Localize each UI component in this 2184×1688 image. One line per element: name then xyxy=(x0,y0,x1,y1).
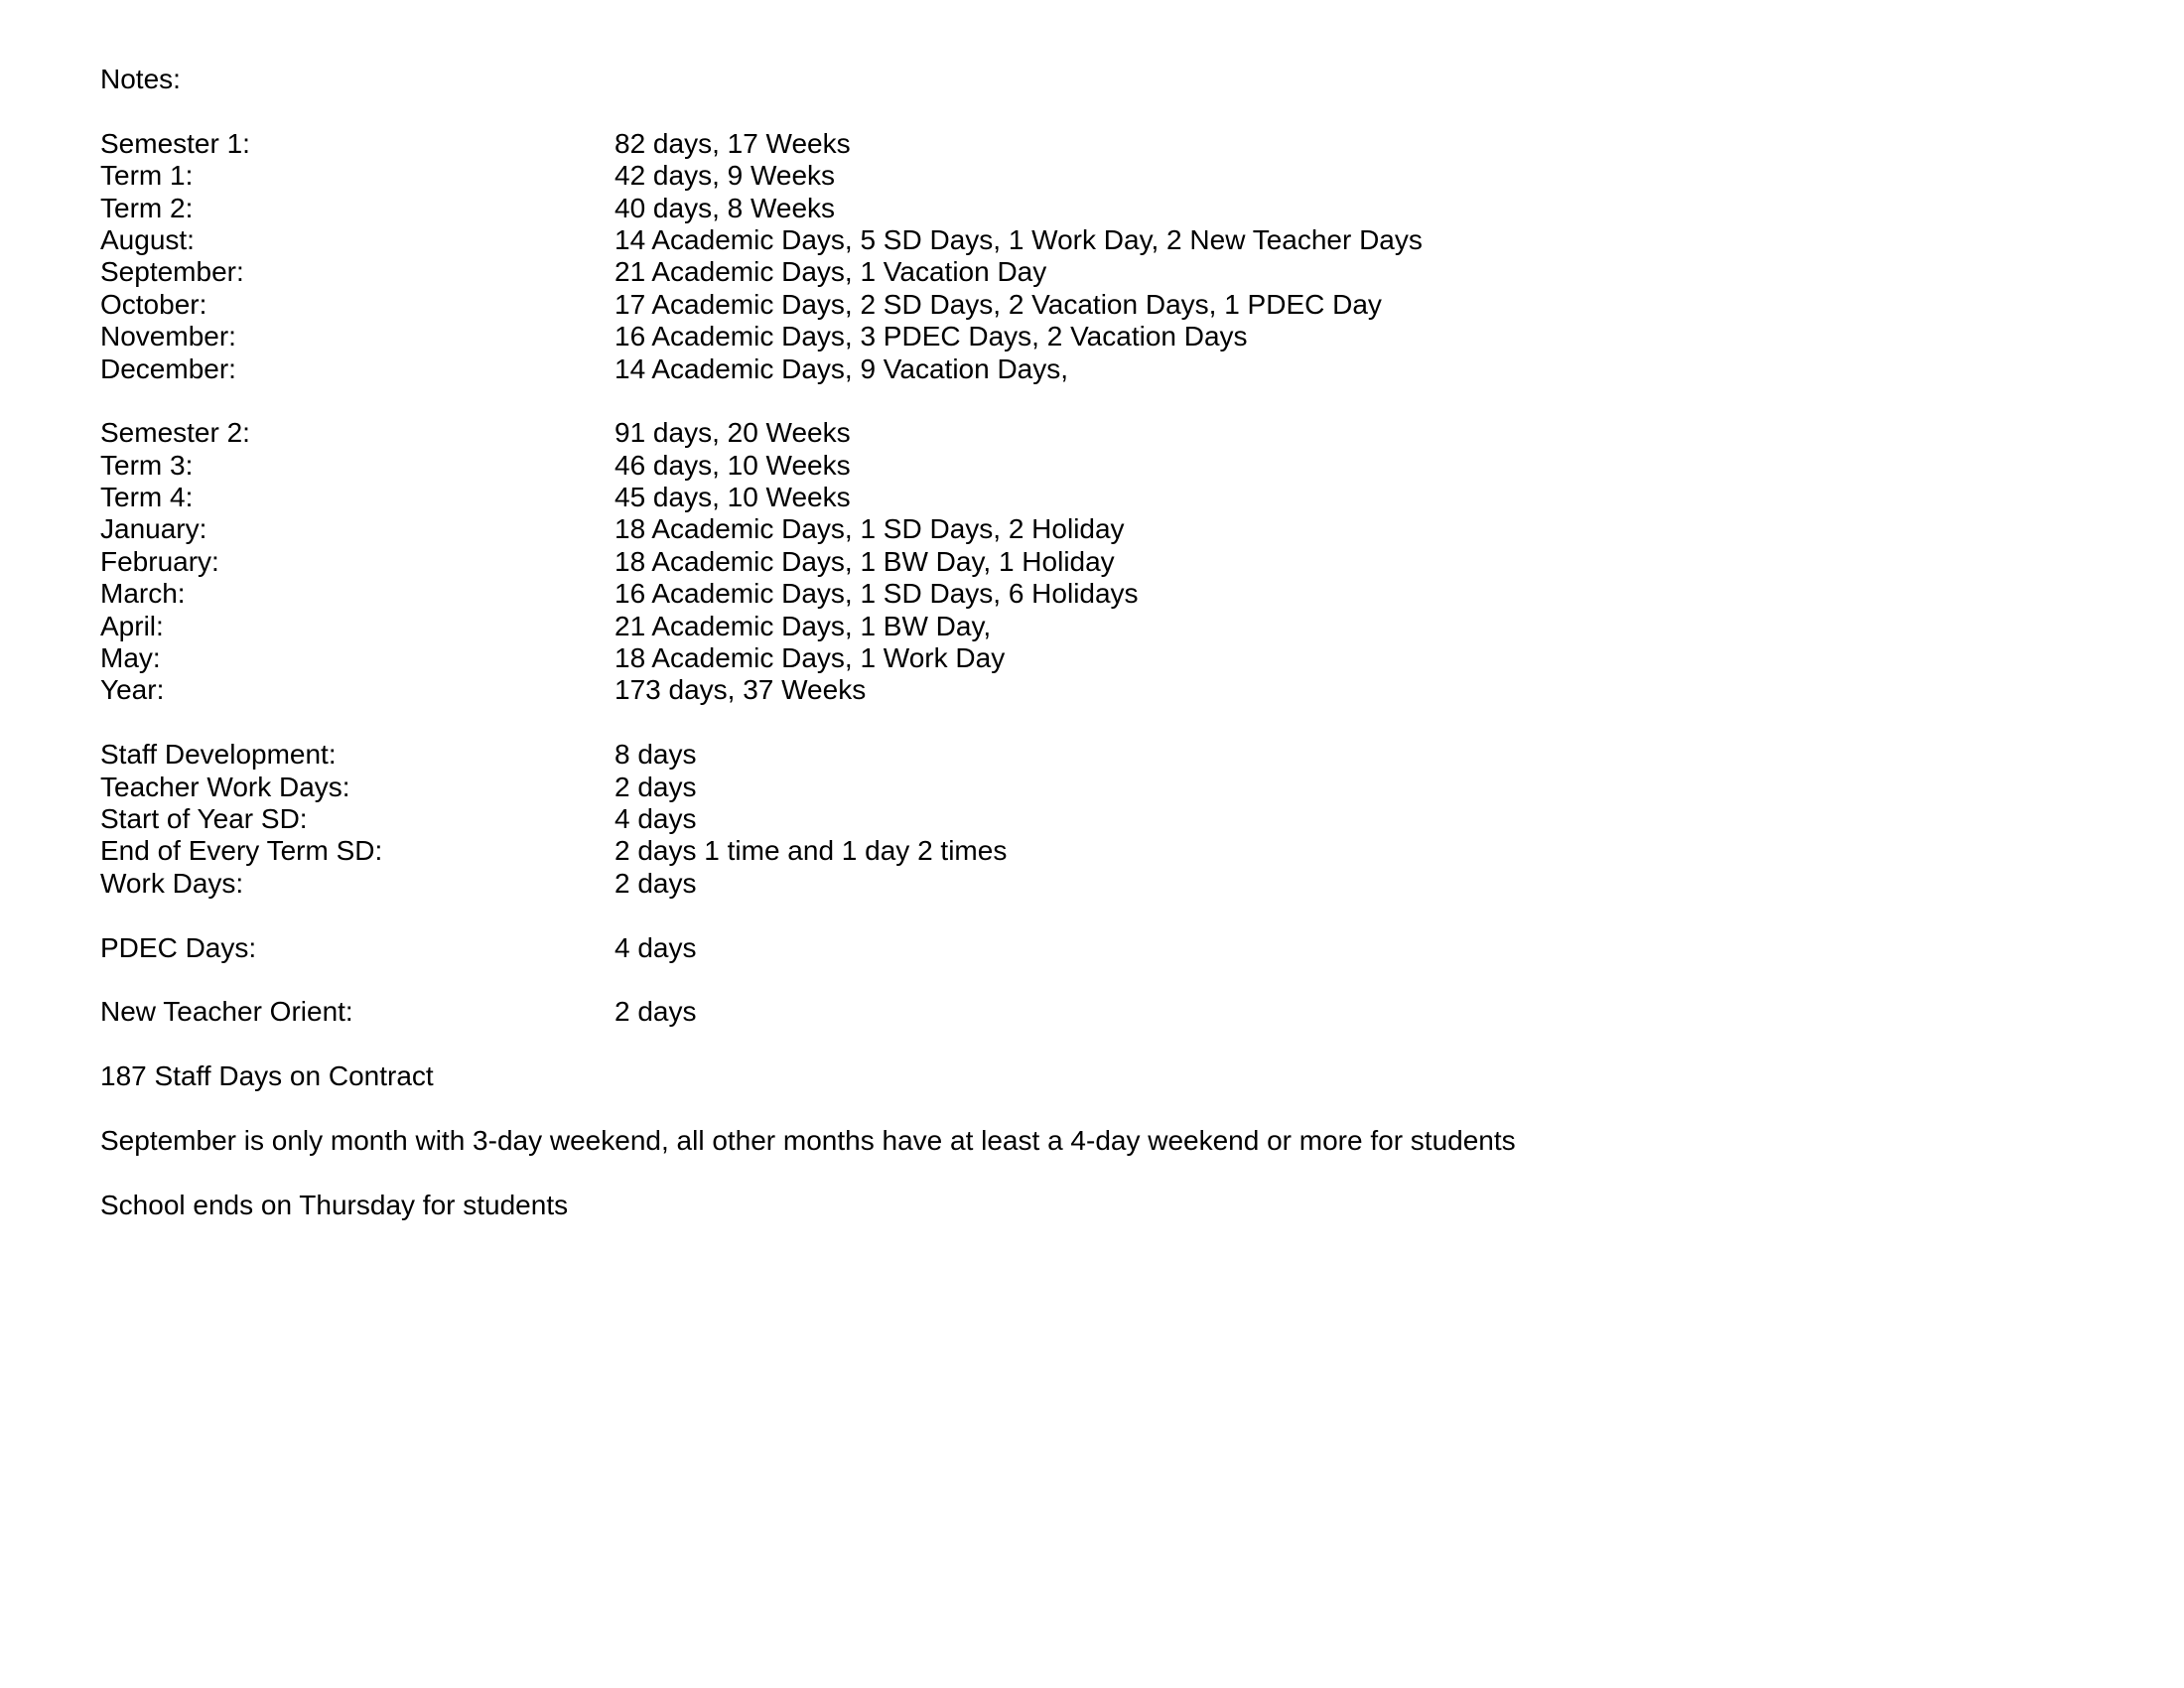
row-value: 18 Academic Days, 1 SD Days, 2 Holiday xyxy=(614,513,1125,545)
row-value: 82 days, 17 Weeks xyxy=(614,127,851,159)
row-label: September: xyxy=(100,256,244,288)
row-label: End of Every Term SD: xyxy=(100,835,383,867)
row-label: PDEC Days: xyxy=(100,931,257,963)
note-row xyxy=(100,353,2086,385)
note-row xyxy=(100,321,2086,352)
row-value: 14 Academic Days, 9 Vacation Days, xyxy=(614,352,1069,384)
note-row xyxy=(100,611,2086,642)
row-label: August: xyxy=(100,223,195,255)
row-label: Term 3: xyxy=(100,449,194,481)
note-row xyxy=(100,674,2086,706)
notes-title: Notes: xyxy=(100,64,181,94)
row-value: 40 days, 8 Weeks xyxy=(614,192,836,223)
row-value: 173 days, 37 Weeks xyxy=(614,674,867,706)
row-label: Semester 1: xyxy=(100,127,250,159)
pdec-row xyxy=(100,932,2086,964)
note-row xyxy=(100,868,2086,900)
note-row xyxy=(100,224,2086,256)
row-label: January: xyxy=(100,513,207,545)
row-value: 8 days xyxy=(614,739,697,771)
row-label: February: xyxy=(100,545,219,577)
note-row xyxy=(100,482,2086,513)
row-value: 2 days xyxy=(614,771,697,802)
row-label: Teacher Work Days: xyxy=(100,771,350,802)
row-value: 2 days xyxy=(614,867,697,899)
row-value: 2 days 1 time and 1 day 2 times xyxy=(614,835,1008,867)
row-value: 18 Academic Days, 1 BW Day, 1 Holiday xyxy=(614,545,1115,577)
note-row xyxy=(100,578,2086,610)
row-value: 16 Academic Days, 3 PDEC Days, 2 Vacation Days xyxy=(614,321,1248,352)
row-value: 4 days xyxy=(614,802,697,834)
row-value: 2 days xyxy=(614,996,697,1028)
end-note: School ends on Thursday for students xyxy=(100,1189,569,1220)
row-value: 42 days, 9 Weeks xyxy=(614,160,836,192)
note-row xyxy=(100,835,2086,867)
row-label: Term 4: xyxy=(100,482,194,513)
row-label: Year: xyxy=(100,674,165,706)
row-value: 17 Academic Days, 2 SD Days, 2 Vacation Days, 1 PDEC Day xyxy=(614,288,1382,320)
row-label: Start of Year SD: xyxy=(100,802,308,834)
row-label: November: xyxy=(100,321,236,352)
row-value: 45 days, 10 Weeks xyxy=(614,482,851,513)
contract-note: 187 Staff Days on Contract xyxy=(100,1060,434,1092)
row-value: 21 Academic Days, 1 BW Day, xyxy=(614,610,992,641)
row-value: 21 Academic Days, 1 Vacation Day xyxy=(614,256,1047,288)
notes-document xyxy=(100,64,2086,1221)
row-value: 18 Academic Days, 1 Work Day xyxy=(614,642,1006,674)
row-label: New Teacher Orient: xyxy=(100,996,353,1028)
row-label: March: xyxy=(100,578,186,610)
row-label: Term 2: xyxy=(100,192,194,223)
note-row xyxy=(100,513,2086,545)
staff-days-block xyxy=(100,739,2086,900)
row-label: Term 1: xyxy=(100,160,194,192)
row-value: 14 Academic Days, 5 SD Days, 1 Work Day, 2 New Teacher Days xyxy=(614,223,1423,255)
note-row xyxy=(100,160,2086,192)
row-label: October: xyxy=(100,288,207,320)
note-row xyxy=(100,256,2086,288)
row-label: Work Days: xyxy=(100,867,244,899)
row-label: December: xyxy=(100,352,236,384)
row-label: Semester 2: xyxy=(100,417,250,449)
note-row xyxy=(100,739,2086,771)
semester-1-block xyxy=(100,128,2086,385)
row-value: 4 days xyxy=(614,931,697,963)
semester-2-block xyxy=(100,417,2086,707)
weekend-note: September is only month with 3-day weekend, all other months have at least a 4-day weekend or more for students xyxy=(100,1124,1516,1156)
note-row xyxy=(100,546,2086,578)
row-value: 16 Academic Days, 1 SD Days, 6 Holidays xyxy=(614,578,1139,610)
note-row xyxy=(100,642,2086,674)
note-row xyxy=(100,772,2086,803)
row-value: 91 days, 20 Weeks xyxy=(614,417,851,449)
row-value: 46 days, 10 Weeks xyxy=(614,449,851,481)
row-label: April: xyxy=(100,610,164,641)
note-row xyxy=(100,803,2086,835)
note-row xyxy=(100,128,2086,160)
note-row xyxy=(100,193,2086,224)
new-teacher-row xyxy=(100,996,2086,1028)
note-row xyxy=(100,417,2086,449)
note-row xyxy=(100,450,2086,482)
row-label: Staff Development: xyxy=(100,739,337,771)
note-row xyxy=(100,289,2086,321)
row-label: May: xyxy=(100,642,161,674)
